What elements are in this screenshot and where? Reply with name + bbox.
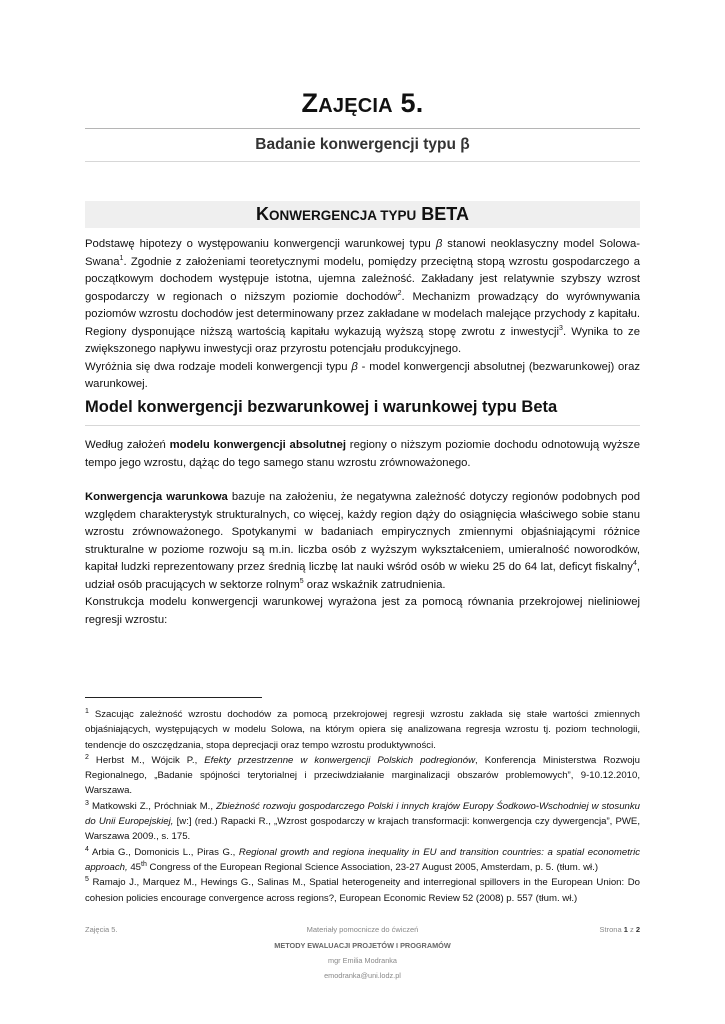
footnote-ref-3[interactable]: 3 xyxy=(559,324,563,332)
section-heading xyxy=(256,204,469,224)
page-separator: z xyxy=(627,925,636,934)
text-run: . Zgodnie z założeniami teoretycznymi modelu, pomiędzy przeciętną stopą wzrostu gospodarczego a początkowym dochodem występuje istotna, ujemna zależność. Zakładany jest relatywnie szybszy wzrost gospodarczy w regionach o niższym poziomie dochodów xyxy=(85,255,640,303)
footnote-title: Zbieżność rozwoju gospodarczego Polski i innych krajów Europy Śodkowo-Wschodniej w stosunku do Unii Europejskiej, xyxy=(85,800,640,828)
footnote-text: Herbst M., Wójcik P., xyxy=(88,754,205,766)
subtitle-divider xyxy=(85,161,640,162)
text-run: regiony o niższym poziomie dochodu odnotowują wyższe tempo jego wzrostu, dążąc do tego samego stanu wzrostu zrównoważonego. xyxy=(85,439,640,469)
footnote-1 xyxy=(85,707,640,753)
section-heading-band xyxy=(85,201,640,228)
conditional-convergence-paragraph xyxy=(85,489,640,594)
footer-chapter: Zajęcia 5. xyxy=(85,925,118,934)
text-run: , udział osób pracujących w sektorze rolnym xyxy=(85,561,640,591)
footnote-number: 3 xyxy=(85,799,89,807)
title-smallcaps: AJĘCIA xyxy=(318,95,393,117)
absolute-convergence-text xyxy=(85,437,640,472)
page-subtitle: Badanie konwergencji typu β xyxy=(255,136,470,153)
footnote-ref-5[interactable]: 5 xyxy=(299,577,304,585)
footnote-ref-4[interactable]: 4 xyxy=(632,560,637,568)
footer-author: mgr Emilia Modranka xyxy=(328,956,397,965)
page-title xyxy=(85,88,640,119)
footnote-text: Arbia G., Domonicis L., Piras G., xyxy=(88,846,239,858)
footnote-text: Ramajo J., Marquez M., Hewings G., Salinas M., Spatial heterogeneity and interregional spillovers in the European Union: Do cohesion policies encourage convergence across regions?, European Economic Review 52 (2008) p. 557 (tłum. wł.) xyxy=(85,877,640,904)
model-section-heading: Model konwergencji bezwarunkowej i warunkowej typu Beta xyxy=(85,398,558,416)
title-number: 5. xyxy=(392,88,424,118)
bold-term: Konwergencja warunkowa xyxy=(85,491,228,503)
footnote-number: 5 xyxy=(85,876,89,884)
footnote-separator xyxy=(85,697,262,698)
footnote-ref-1[interactable]: 1 xyxy=(119,254,124,262)
footnote-text: Congress of the European Regional Science Association, 23-27 August 2005, Amsterdam, p. 5. (tłum. wł.) xyxy=(146,861,599,873)
footer-email[interactable]: emodranka@uni.lodz.pl xyxy=(324,971,401,980)
title-initial: Z xyxy=(301,88,319,118)
intro-paragraph-1 xyxy=(85,236,640,359)
footnote-number: 2 xyxy=(85,753,89,761)
section-heading-beta: BETA xyxy=(416,204,469,224)
intro-paragraph-2 xyxy=(85,359,640,394)
text-run: . Wynika to ze zwiększonego napływu inwestycji oraz przyrostu potencjału produkcyjnego. xyxy=(85,325,640,355)
current-page: 1 xyxy=(623,925,628,934)
text-run: Według założeń xyxy=(85,439,170,451)
beta-symbol: β xyxy=(351,360,358,373)
absolute-convergence-paragraph xyxy=(85,437,640,472)
footnote-text: , Konferencja Ministerstwa Rozwoju Regionalnego, „Badanie spójności terytorialnej i przeciwdziałanie marginalizacji obszarów problemowych”, 9-10.12.2010, Warszawa. xyxy=(85,754,641,797)
text-run: Wyróżnia się dwa rodzaje modeli konwergencji typu xyxy=(85,360,352,373)
conditional-convergence-text xyxy=(85,489,640,629)
footnote-5 xyxy=(85,875,640,906)
beta-symbol: β xyxy=(435,238,443,250)
text-run: oraz wskaźnik zatrudnienia. xyxy=(303,578,446,591)
title-divider xyxy=(85,128,640,129)
section-heading-initial: K xyxy=(256,204,270,224)
footer-course: METODY EWALUACJI PROJETÓW I PROGRAMÓW xyxy=(274,941,451,950)
footnote-2 xyxy=(85,753,640,799)
section-heading-smallcaps: ONWERGENCJA TYPU xyxy=(269,208,417,223)
text-run: Podstawę hipotezy o występowaniu konwergencji warunkowej typu xyxy=(85,238,436,250)
footnote-4 xyxy=(85,845,640,876)
footnote-text: [w:] (red.) Rapacki R., „Wzrost gospodarczy w krajach transformacji: konwergencja czy dywergencja”, PWE, Warszawa 2009., s. 175. xyxy=(85,816,640,843)
footnote-ref-2[interactable]: 2 xyxy=(397,289,402,297)
text-run: stanowi neoklasyczny model Solowa-Swana xyxy=(85,238,640,268)
footnote-number: 4 xyxy=(85,845,89,853)
footnote-number: 1 xyxy=(85,707,89,715)
total-pages: 2 xyxy=(635,925,640,934)
footnote-text: Szacując zależność wzrostu dochodów za pomocą przekrojowej regresji wzrostu zakłada się stałe wartości zmiennych objaśniających, występujących w modelu Solowa, na którym opiera się analizowana regresja wzrostu tj. poziom technologii, tendencje do oszczędzania, stopa deprecjacji oraz tempo wzrostu produktywności. xyxy=(85,709,640,751)
text-run: bazuje na założeniu, że negatywna zależność dotyczy regionów podobnych pod względem charakterystyk strukturalnych, co więcej, każdy region dąży do osiągnięcia właściwego sobie stanu wzrostu zrównoważonego. Spotykanymi w badaniach empirycznych zmiennymi objaśniającymi różnice strukturalne w poziome rozwoju są m.in. liczba osób z wyższym wykształceniem, umieralność noworodków, kapitał ludzki reprezentowany przez średnią liczbę lat nauki wśród osób w wieku 25 do 64 lat, deficyt fiskalny xyxy=(85,491,641,573)
footer-materials: Materiały pomocnicze do ćwiczeń xyxy=(306,925,419,934)
footnote-title: Efekty przestrzenne w konwergencji Polskich podregionów xyxy=(204,754,476,766)
ordinal-suffix: th xyxy=(141,860,147,868)
footnote-text: 45 xyxy=(127,861,142,873)
intro-text xyxy=(85,236,640,394)
text-run: - model konwergencji absolutnej (bezwarunkowej) oraz warunkowej. xyxy=(85,360,641,390)
bold-term: modelu konwergencji absolutnej xyxy=(169,439,347,451)
page-label: Strona xyxy=(599,925,624,934)
text-run: . Mechanizm prowadzący do wyrównywania poziomów wzrostu dochodów jest determinowany przez zakładane w modelach malejące przychody z kapitału. Regiony dysponujące niższą wartością kapitału wykazują wyższą stopę zwrotu z inwestycji xyxy=(85,290,640,338)
page-number xyxy=(600,925,640,934)
heading-divider xyxy=(85,425,640,426)
footnote-text: Matkowski Z., Próchniak M., xyxy=(88,800,217,812)
model-construction-paragraph: Konstrukcja modelu konwergencji warunkowej wyrażona jest za pomocą równania przekrojowej nieliniowej regresji wzrostu: xyxy=(85,596,640,626)
footnotes xyxy=(85,707,640,906)
footnote-3 xyxy=(85,799,640,845)
footnote-title: Regional growth and regiona inequality in EU and transition countries: a spatial econometric approach, xyxy=(85,846,641,873)
